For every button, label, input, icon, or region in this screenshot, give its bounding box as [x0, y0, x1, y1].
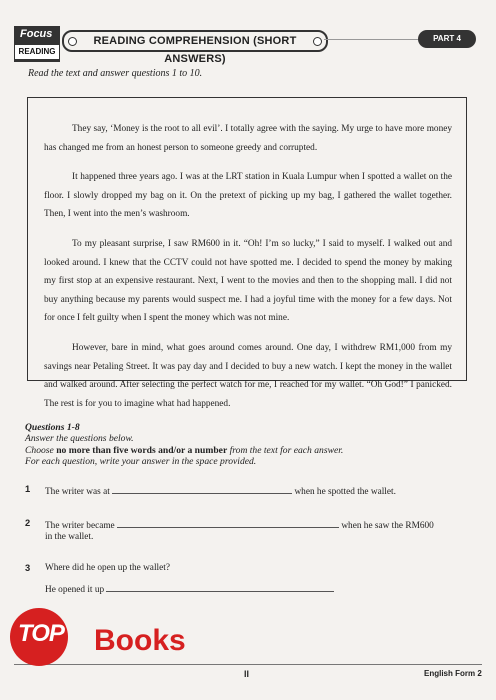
- answer-1-blank[interactable]: [112, 484, 292, 494]
- watermark-top-text: TOP: [18, 620, 64, 647]
- part-badge: PART 4: [418, 30, 476, 48]
- footer-form-label: English Form 2: [424, 669, 482, 678]
- questions-instruction-1: Answer the questions below.: [25, 433, 134, 445]
- question-3-answer-prefix: He opened it up: [45, 585, 105, 595]
- title-left-dot-icon: [68, 37, 77, 46]
- question-1-text: The writer was at: [45, 487, 110, 497]
- footer-divider: [14, 664, 482, 665]
- passage-paragraph: It happened three years ago. I was at the LRT station in Kuala Lumpur when I spotted a wallet on the floor. I slowly dropped my bag on it. On the pretext of picking up my bag, I gathered the wallet together. Then, I went into the men’s washroom.: [44, 172, 452, 220]
- logo-reading-text: READING: [14, 44, 60, 60]
- question-2-text-post: when he saw the RM600: [341, 521, 434, 531]
- question-2-text: The writer became: [45, 521, 115, 531]
- reading-passage: [27, 97, 467, 409]
- focus-reading-logo: [14, 26, 60, 62]
- header-divider: [324, 39, 418, 40]
- instruction-text: Read the text and answer questions 1 to 10.: [28, 68, 203, 79]
- logo-focus-text: Focus: [20, 28, 53, 40]
- section-title-text: READING COMPREHENSION (SHORT ANSWERS): [93, 35, 297, 65]
- answer-2-blank[interactable]: [117, 518, 339, 528]
- question-number: 3: [25, 563, 31, 573]
- instruction-2-pre: Choose: [25, 444, 57, 456]
- question-number: 2: [25, 518, 31, 528]
- questions-instruction-2: [25, 445, 343, 456]
- passage-paragraph: However, bare in mind, what goes around comes around. One day, I withdrew RM1,000 from my savings near Petaling Street. It was pay day and I decided to buy a new watch. I kept the money in the wallet and walked around. After selecting the perfect watch for me, I reached for my wallet. “Oh God!” I panicked. The rest is for you to imagine what had happened.: [44, 342, 452, 409]
- page-number: ll: [244, 669, 250, 679]
- instruction-2-bold: no more than five words and/or a number: [56, 444, 228, 456]
- questions-instruction-3: For each question, write your answer in the space provided.: [25, 455, 257, 467]
- title-right-dot-icon: [313, 37, 322, 46]
- watermark-books-text: Books: [94, 624, 186, 657]
- answer-3-blank[interactable]: [106, 582, 334, 592]
- passage-paragraph: To my pleasant surprise, I saw RM600 in it. “Oh! I’m so lucky,” I said to myself. I walked out and looked around. I knew that the CCTV could not have spotted me. I decided to spend the money by making my first stop at an expensive restaurant. Next, I went to the movies and then to the shopping mall. I did not buy anything because my parents would suspect me. I had a joyful time with the money for a few days. Not for once I felt guilty when I spent the money which was not mine.: [44, 238, 452, 324]
- question-2-continuation: in the wallet.: [45, 532, 94, 542]
- passage-paragraph: They say, ‘Money is the root to all evil’. I totally agree with the saying. My urge to have more money has changed me from an honest person to someone greedy and corrupted.: [44, 124, 452, 153]
- question-number: 1: [25, 484, 31, 494]
- questions-header: [25, 422, 343, 467]
- questions-title: Questions 1-8: [25, 422, 80, 433]
- question-3-text: Where did he open up the wallet?: [45, 563, 170, 573]
- section-title: [62, 30, 328, 65]
- instruction-2-post: from the text for each answer.: [227, 444, 344, 456]
- question-1-text-post: when he spotted the wallet.: [294, 487, 396, 497]
